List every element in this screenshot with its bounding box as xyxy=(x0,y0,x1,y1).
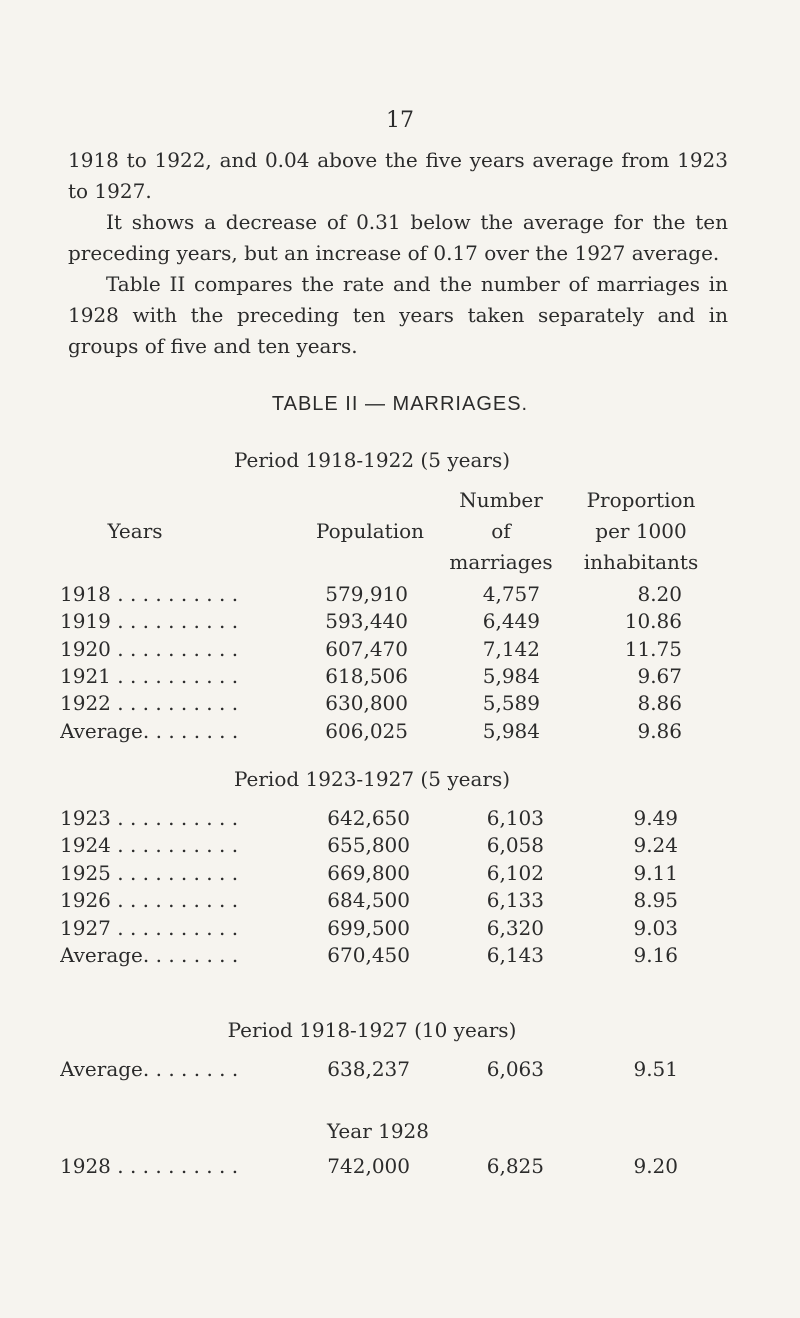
row-year: Average. . . . . . . . xyxy=(60,719,239,743)
table-row xyxy=(0,637,800,665)
row-year: 1920 . . . . . . . . . . xyxy=(60,637,239,661)
row-proportion: 9.86 xyxy=(637,719,682,743)
table-title: TABLE II — MARRIAGES. xyxy=(271,393,529,415)
row-population: 579,910 xyxy=(325,582,408,606)
row-marriages: 4,757 xyxy=(482,582,540,606)
row-population: 593,440 xyxy=(325,609,408,633)
row-proportion: 9.49 xyxy=(633,806,678,830)
column-header-years: Years xyxy=(107,519,163,543)
table-row xyxy=(0,664,800,692)
row-population: 607,470 xyxy=(325,637,408,661)
row-population: 606,025 xyxy=(325,719,408,743)
table-row xyxy=(0,888,800,916)
row-marriages: 6,825 xyxy=(486,1154,544,1178)
row-year: 1922 . . . . . . . . . . xyxy=(60,691,239,715)
row-proportion: 11.75 xyxy=(624,637,682,661)
column-header-proportion-line1: Proportion xyxy=(586,488,696,512)
row-population: 669,800 xyxy=(327,861,410,885)
row-marriages: 5,984 xyxy=(482,719,540,743)
row-proportion: 10.86 xyxy=(624,609,682,633)
row-population: 655,800 xyxy=(327,833,410,857)
row-year: 1925 . . . . . . . . . . xyxy=(60,861,239,885)
row-marriages: 5,984 xyxy=(482,664,540,688)
paragraph-table-intro: Table II compares the rate and the number of marriages in 1928 with the preceding ten years taken separately and in groups of five and ten years. xyxy=(68,272,728,358)
row-year: 1923 . . . . . . . . . . xyxy=(60,806,239,830)
row-year: 1921 . . . . . . . . . . xyxy=(60,664,239,688)
row-population: 638,237 xyxy=(327,1057,410,1081)
row-marriages: 6,133 xyxy=(486,888,544,912)
period-heading-1918-1922: Period 1918-1922 (5 years) xyxy=(233,448,511,472)
table-row xyxy=(0,806,800,834)
column-header-number-of-marriages xyxy=(438,485,564,578)
paragraph-continuation: 1918 to 1922, and 0.04 above the five years average from 1923 to 1927. xyxy=(68,148,728,203)
row-proportion: 9.51 xyxy=(633,1057,678,1081)
row-marriages: 6,143 xyxy=(486,943,544,967)
row-year: 1924 . . . . . . . . . . xyxy=(60,833,239,857)
row-year: 1928 . . . . . . . . . . xyxy=(60,1154,239,1178)
row-proportion: 8.86 xyxy=(637,691,682,715)
paragraph-decrease: It shows a decrease of 0.31 below the average for the ten preceding years, but an increase of 0.17 over the 1927 average. xyxy=(68,210,728,265)
row-proportion: 9.24 xyxy=(633,833,678,857)
row-proportion: 9.16 xyxy=(633,943,678,967)
row-proportion: 9.20 xyxy=(633,1154,678,1178)
column-header-number-line3: marriages xyxy=(449,550,553,574)
table-row xyxy=(0,582,800,610)
row-population: 630,800 xyxy=(325,691,408,715)
row-year: Average. . . . . . . . xyxy=(60,943,239,967)
table-row xyxy=(0,916,800,944)
row-marriages: 6,103 xyxy=(486,806,544,830)
row-proportion: 8.20 xyxy=(637,582,682,606)
row-population: 684,500 xyxy=(327,888,410,912)
row-marriages: 6,063 xyxy=(486,1057,544,1081)
row-proportion: 9.67 xyxy=(637,664,682,688)
row-population: 618,506 xyxy=(325,664,408,688)
column-header-number-line1: Number xyxy=(459,488,543,512)
row-marriages: 6,058 xyxy=(486,833,544,857)
row-marriages: 5,589 xyxy=(482,691,540,715)
row-marriages: 6,102 xyxy=(486,861,544,885)
table-row-average xyxy=(0,719,800,747)
table-row xyxy=(0,1154,800,1182)
period-heading-1923-1927: Period 1923-1927 (5 years) xyxy=(233,767,511,791)
row-year: 1919 . . . . . . . . . . xyxy=(60,609,239,633)
row-population: 670,450 xyxy=(327,943,410,967)
row-year: 1918 . . . . . . . . . . xyxy=(60,582,239,606)
table-row xyxy=(0,861,800,889)
table-row xyxy=(0,609,800,637)
row-marriages: 6,320 xyxy=(486,916,544,940)
row-year: 1927 . . . . . . . . . . xyxy=(60,916,239,940)
row-population: 742,000 xyxy=(327,1154,410,1178)
row-proportion: 9.03 xyxy=(633,916,678,940)
column-header-population: Population xyxy=(315,519,425,543)
table-row xyxy=(0,691,800,719)
row-marriages: 6,449 xyxy=(482,609,540,633)
row-year: 1926 . . . . . . . . . . xyxy=(60,888,239,912)
row-year: Average. . . . . . . . xyxy=(60,1057,239,1081)
page-number: 17 xyxy=(386,108,414,133)
table-row-average xyxy=(0,1057,800,1085)
row-population: 699,500 xyxy=(327,916,410,940)
period-heading-1928: Year 1928 xyxy=(326,1119,430,1143)
column-header-number-line2: of xyxy=(491,519,511,543)
column-header-proportion-line2: per 1000 xyxy=(595,519,687,543)
column-header-proportion-line3: inhabitants xyxy=(583,550,699,574)
row-population: 642,650 xyxy=(327,806,410,830)
row-marriages: 7,142 xyxy=(482,637,540,661)
table-row-average xyxy=(0,943,800,971)
column-header-proportion xyxy=(555,485,727,578)
table-row xyxy=(0,833,800,861)
row-proportion: 8.95 xyxy=(633,888,678,912)
row-proportion: 9.11 xyxy=(633,861,678,885)
period-heading-1918-1927: Period 1918-1927 (10 years) xyxy=(227,1018,517,1042)
